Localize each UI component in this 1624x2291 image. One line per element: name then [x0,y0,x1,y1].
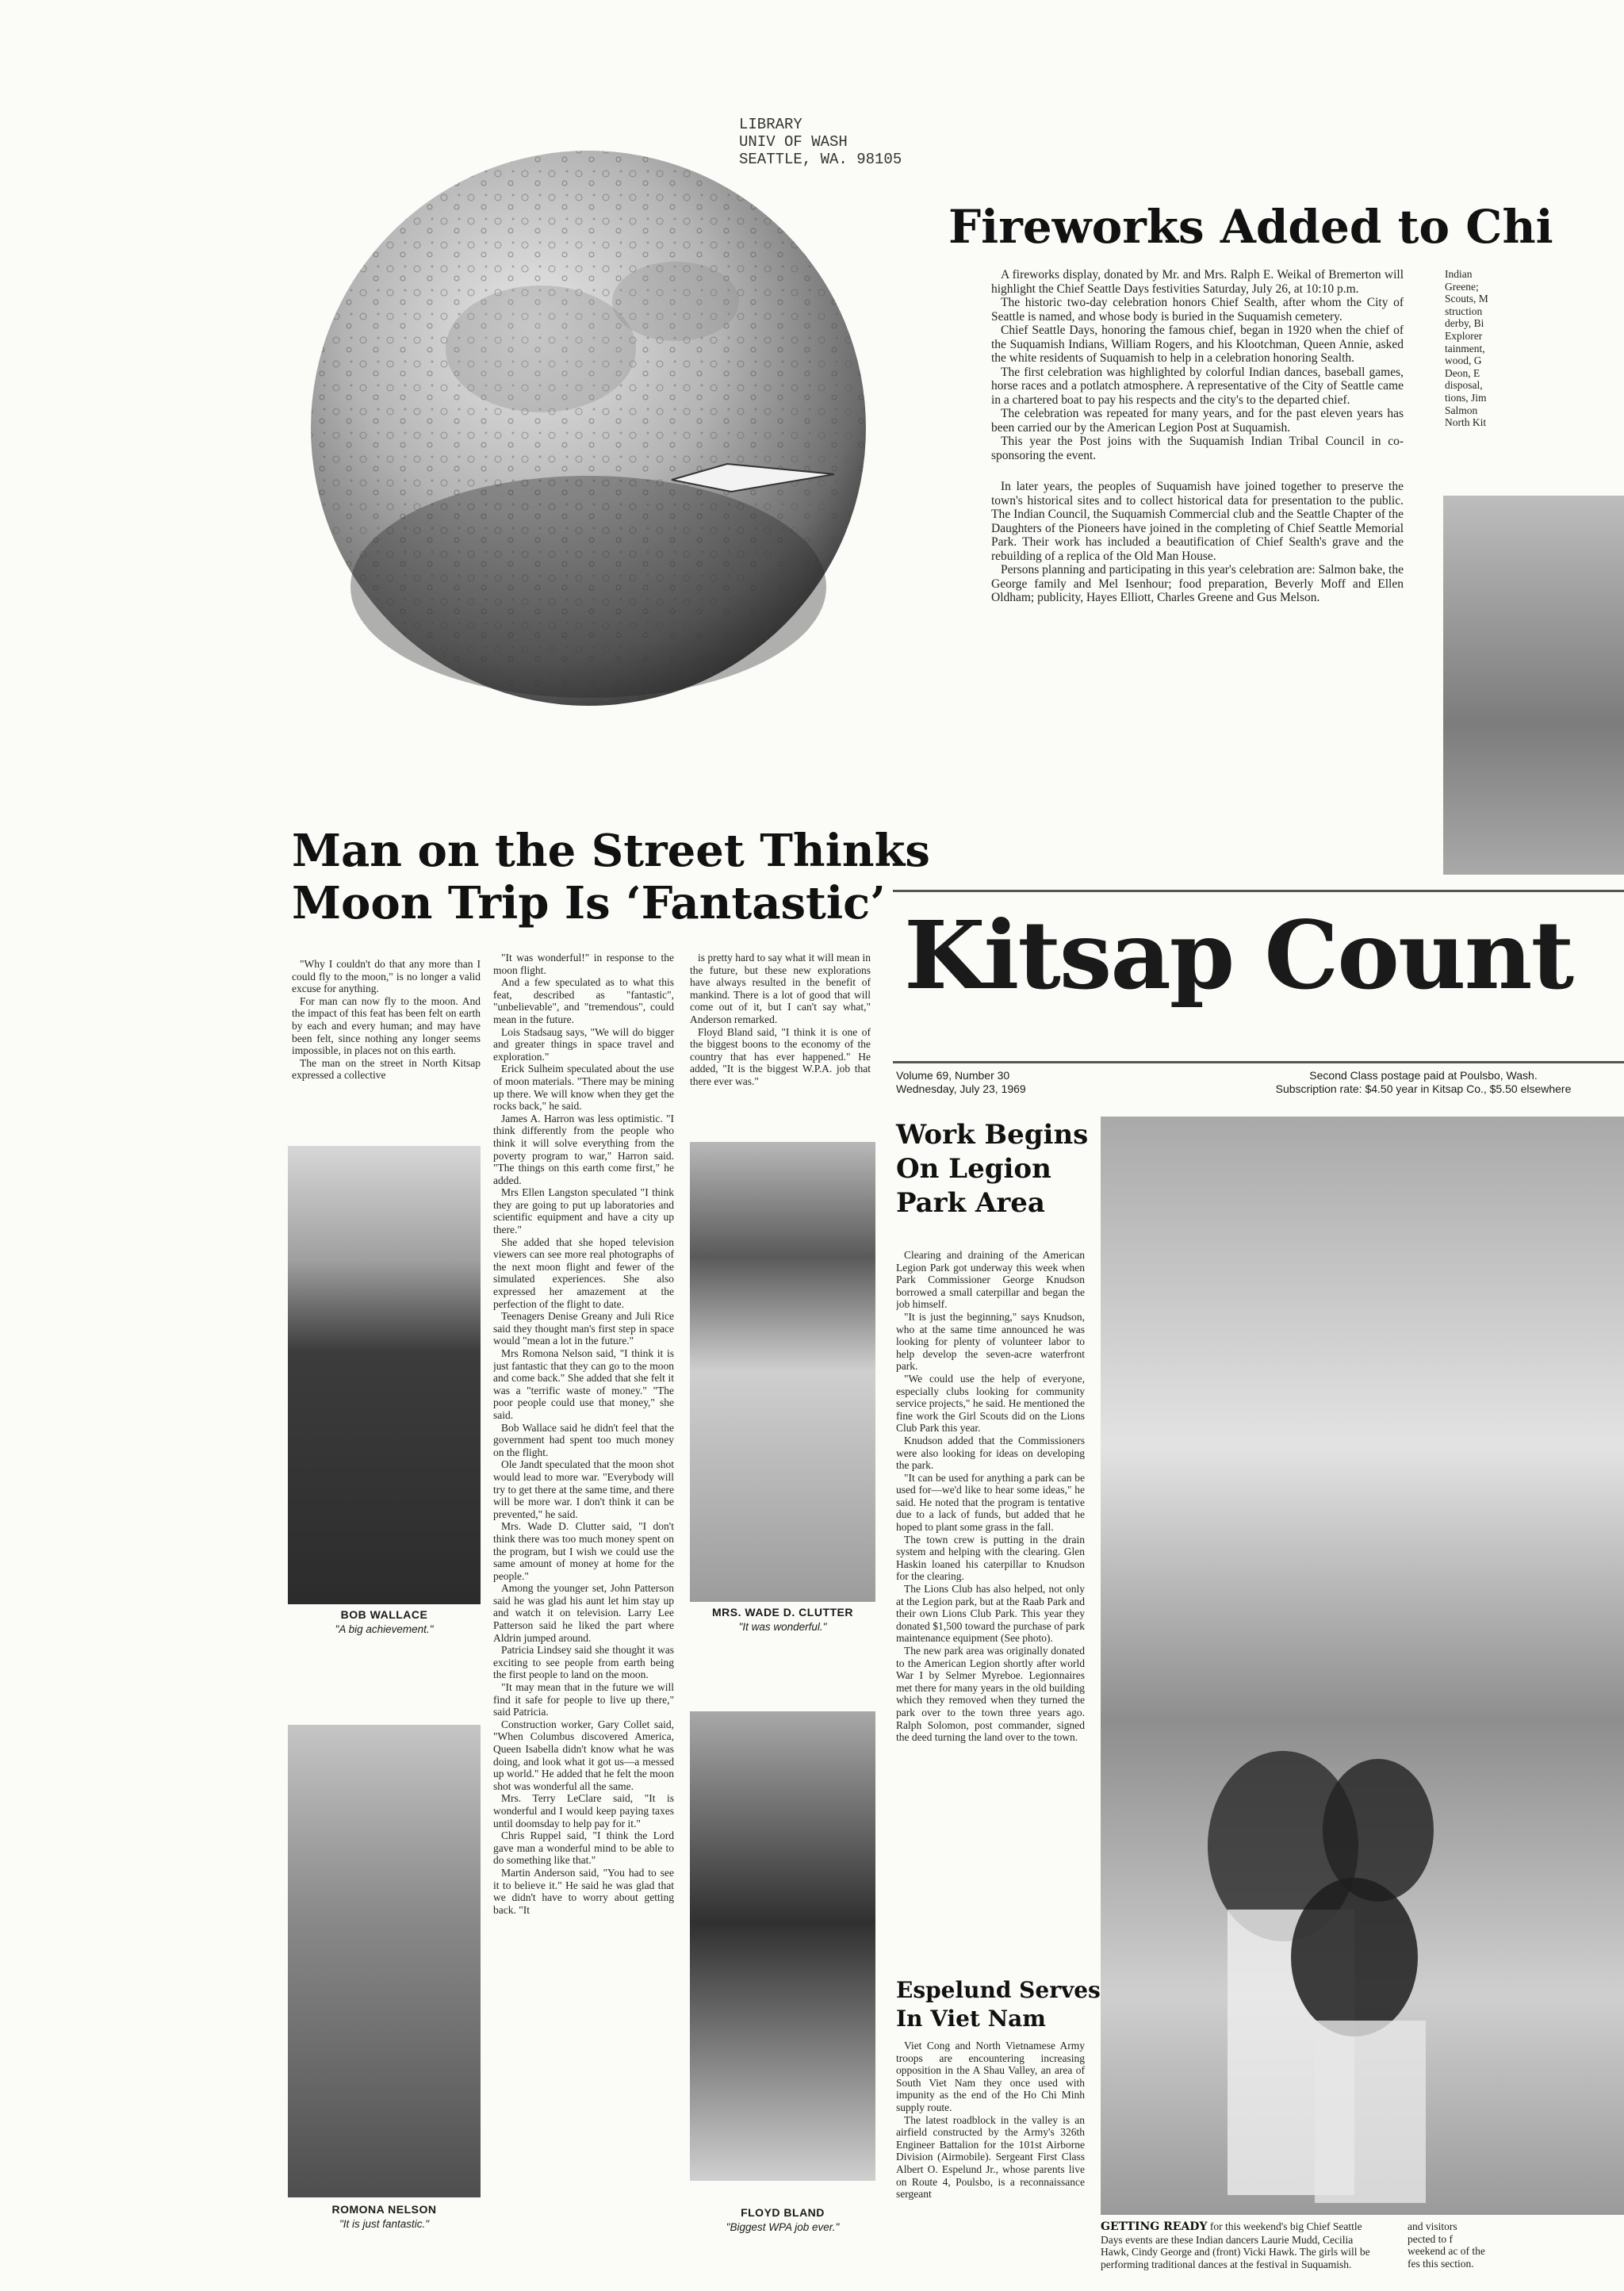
moon-col3-para: is pretty hard to say what it will mean in the future, but these new explorations have always resulted in the benefit of mankind. There is a lot of good that will come out of it, but I can't say what," Anderson remarked. [690,952,871,1025]
fireworks-para: This year the Post joins with the Suquamish Indian Tribal Council in co-sponsoring the event. [991,435,1404,462]
bob-wallace-caption-name: BOB WALLACE [340,1608,428,1621]
fragment: Explorer [1445,329,1483,342]
masthead-volume: Volume 69, Number 30 [896,1069,1010,1082]
moon-col2-para: Chris Ruppel said, "I think the Lord gave man a wonderful mind to be able to do something like that." [493,1829,674,1867]
moon-col2-para: "It was wonderful!" in response to the moon flight. [493,952,674,976]
moon-col1-para: For man can now fly to the moon. And the impact of this feat has been felt on earth by each and every human; and may have been felt, since nothing any longer seems impossible, in places not on this earth. [292,994,481,1057]
moon-trip-headline-line1: Man on the Street Thinks [292,825,930,877]
fireworks-side-fragments [1445,268,1624,474]
getting-ready-lead: GETTING READY [1101,2220,1208,2233]
masthead-postage: Second Class postage paid at Poulsbo, Wash. [1309,1069,1538,1082]
fireworks-para: In later years, the peoples of Suquamish have joined together to preserve the town's historical sites and to collect historical data for presentation to the public. The Indian Council, the Suquamish Commercial club and the Seattle Chapter of the Daughters of the Pioneers have joined in the completing of Chief Seattle Memorial Park. Their work has included a beautification of Chief Sealth's grave and the rebuilding of a replica of the Old Man House. [991,480,1404,563]
fragment: Scouts, M [1445,293,1488,305]
romona-nelson-caption-name: ROMONA NELSON [331,2203,437,2216]
moon-col2-para: Erick Sulheim speculated about the use of moon materials. "There may be mining up there. We will know when they get the rocks back," he said. [493,1063,674,1113]
moon-col1-para: "Why I couldn't do that any more than I could fly to the moon," is no longer a valid excuse for anything. [292,958,481,995]
legion-para: The Lions Club has also helped, not only at the Legion park, but at the Raab Park and their own Lions Club Park. This year they donated $1,500 toward the purchase of park maintenance equipment (See photo). [896,1583,1085,1645]
moon-trip-col1 [292,958,481,1142]
legion-headline [896,1118,1088,1220]
masthead-bottom-rule [893,1061,1624,1063]
stamp-line-2: UNIV OF WASH [739,133,848,151]
legion-para: Knudson added that the Commissioners were also looking for ideas on developing the park. [896,1434,1085,1472]
moon-col2-para: Bob Wallace said he didn't feel that the government had spent too much money on the flight. [493,1421,674,1458]
legion-headline-line3: Park Area [896,1187,1045,1219]
fragment: wood, G [1445,354,1482,367]
moon-col2-para: Mrs Ellen Langston speculated "I think they are going to put up laboratories and scientific equipment and have a city up there." [493,1186,674,1236]
moon-col2-para: Among the younger set, John Patterson said he was glad his aunt let him stay up and watch it on television. Larry Lee Patterson said he liked the part where Aldrin jumped around. [493,1582,674,1644]
indian-dancers-photo [1101,1117,1624,2215]
moon-col2-para: Teenagers Denise Greany and Juli Rice said they thought man's first step in space would "mean a lot in the future." [493,1310,674,1347]
legion-headline-line2: On Legion [896,1153,1051,1185]
mrs-clutter-photo [690,1142,875,1602]
fragment: derby, Bi [1445,317,1484,330]
moon-col2-para: James A. Harron was less optimistic. "I think differently from the people who think it will solve everything from the poverty program to war," Harron said. "The things on this earth come first," he added. [493,1112,674,1186]
legion-body [896,1249,1085,1967]
moon-trip-headline-line2: Moon Trip Is ‘Fantastic’ [292,877,886,929]
moon-col2-para: "It may mean that in the future we will find it safe for people to live up there," said Patricia. [493,1681,674,1718]
moon-col2-para: Lois Stadsaug says, "We will do bigger and greater things in space travel and exploration." [493,1025,674,1063]
espelund-headline-line1: Espelund Serves [896,1977,1101,2003]
espelund-headline [896,1976,1101,2033]
moon-col2-para: Patricia Lindsey said she thought it was exciting to see people from earth being the first people to land on the moon. [493,1644,674,1681]
moon-col2-para: Construction worker, Gary Collet said, "When Columbus discovered America, Queen Isabella didn't know what he was doing, and look what it got us—a messed up world." He added that he felt the moon shot was wonderful all the same. [493,1718,674,1792]
floyd-bland-caption-name: FLOYD BLAND [741,2206,825,2219]
masthead-subscription: Subscription rate: $4.50 year in Kitsap Co., $5.50 elsewhere [1275,1082,1572,1095]
legion-para: Clearing and draining of the American Legion Park got underway this week when Park Commissioner George Knudson borrowed a small caterpillar and began the job himself. [896,1249,1085,1311]
getting-ready-text: for this weekend's big Chief Seattle Days events are these Indian dancers Laurie Mudd, Cecilia Hawk, Cindy George and (front) Vicki Hawk. The girls will be performing traditional dances at the festival in Suquamish. [1101,2220,1370,2270]
moon-col2-para: She added that she hoped television viewers can see more real photographs of the next moon flight and fewer of the simulated experiences. She also expressed her amazement at the perfection of the flight to date. [493,1236,674,1310]
espelund-para: Viet Cong and North Vietnamese Army troops are encountering increasing opposition in the A Shau Valley, an area of South Viet Nam they once used with impunity as the end of the Ho Chi Minh supply route. [896,2040,1085,2113]
legion-para: "We could use the help of everyone, especially clubs looking for community service projects," he said. He mentioned the fine work the Girl Scouts did on the Lions Club Park this year. [896,1372,1085,1435]
stamp-line-3: SEATTLE, WA. 98105 [739,151,902,168]
mrs-clutter-caption-quote: "It was wonderful." [738,1621,827,1633]
floyd-bland-caption-quote: "Biggest WPA job ever." [726,2221,840,2233]
moon-col2-para: And a few speculated as to what this feat, described as "fantastic", "unbelievable", and "tremendous", could mean in the future. [493,976,674,1025]
fragment: tainment, [1445,342,1485,354]
masthead-postage-block [1225,1069,1622,1096]
espelund-para: The latest roadblock in the valley is an airfield constructed by the Army's 326th Engineer Battalion for the 101st Airborne Division (Airmobile). Sergeant First Class Albert O. Espelund Jr., whose parents live on Route 4, Poulsbo, is a reconnaissance sergeant [896,2113,1085,2201]
fireworks-para: The celebration was repeated for many years, and for the past eleven years has been carried our by the American Legion Post at Suquamish. [991,407,1404,435]
masthead-volume-block [896,1069,1026,1096]
masthead-date: Wednesday, July 23, 1969 [896,1082,1026,1095]
romona-nelson-photo [288,1725,481,2197]
masthead-title: Kitsap Count [904,904,1573,1007]
moon-col1-para: The man on the street in North Kitsap expressed a collective [292,1056,481,1082]
floyd-bland-photo [690,1711,875,2181]
fragment: Greene; [1445,280,1479,293]
stamp-line-1: LIBRARY [739,116,802,133]
moon-trip-col2 [493,952,674,2240]
legion-para: The new park area was originally donated to the American Legion shortly after world War I by Selmer Myreboe. Legionnaires met there for many years in the old building which they removed when they turned the park over to the town three years ago. Ralph Solomon, post commander, signed the deed turning the land over to the town. [896,1645,1085,1744]
mrs-clutter-caption-name: MRS. WADE D. CLUTTER [712,1606,853,1619]
espelund-body [896,2040,1085,2254]
legion-para: "It is just the beginning," says Knudson, who at the same time announced he was looking for plenty of volunteer labor to help develop the seven-acre waterfront park. [896,1310,1085,1373]
fireworks-para: A fireworks display, donated by Mr. and Mrs. Ralph E. Weikal of Bremerton will highlight the Chief Seattle Days festivities Saturday, July 26, at 10:10 p.m. [991,268,1404,296]
moon-col2-para: Martin Anderson said, "You had to see it to believe it." He said he was glad that we didn't have to worry about getting back. "It [493,1866,674,1916]
fragment: disposal, [1445,379,1483,392]
bob-wallace-caption-quote: "A big achievement." [335,1623,434,1635]
moon-trip-headline [292,825,930,929]
legion-headline-line1: Work Begins [896,1119,1089,1151]
getting-ready-side: and visitors pected to f weekend ac of the fes this section. [1408,2220,1485,2270]
fireworks-para: Persons planning and participating in this year's celebration are: Salmon bake, the George family and Mel Isenhour; food preparation, Beverly Moff and Ellen Oldham; publicity, Hayes Elliott, Charles Greene and Gus Melson. [991,563,1404,604]
bob-wallace-photo [288,1146,481,1604]
legion-para: "It can be used for anything a park can be used for—we'd like to hear some ideas," he said. He noted that the program is tentative due to a lack of funds, but added that he hoped to plant some grass in the fall. [896,1471,1085,1534]
legion-para: The town crew is putting in the drain system and helping with the clearing. Glen Haskin loaned his caterpillar to Knudson for the clearing. [896,1533,1085,1583]
fireworks-para: Chief Seattle Days, honoring the famous chief, began in 1920 when the chief of the Suquamish Indians, William Rogers, and his Klootchman, Queen Annie, asked the white residents of Suquamish to help in a celebration honoring Sealth. [991,324,1404,365]
espelund-headline-line2: In Viet Nam [896,2006,1046,2032]
fragment: Indian [1445,268,1473,280]
moon-col2-para: Mrs Romona Nelson said, "I think it is just fantastic that they can go to the moon and come back." She added that she felt it was a "terrific waste of money." "The poor people could use that money," she said. [493,1347,674,1421]
chief-seattle-photo [1443,496,1624,875]
moon-trip-col3 [690,952,871,1118]
moon-photo [303,143,874,714]
fireworks-para: The first celebration was highlighted by colorful Indian dances, baseball games, horse races and a potlatch atmosphere. A representative of the City of Seattle came in a chartered boat to pay his respects and the city's to the departed chief. [991,365,1404,407]
moon-col2-para: Mrs. Terry LeClare said, "It is wonderful and I would keep paying taxes until doomsday to help pay for it." [493,1792,674,1829]
fragment: struction [1445,305,1483,317]
fireworks-headline: Fireworks Added to Chi [948,200,1553,254]
moon-col2-para: Mrs. Wade D. Clutter said, "I don't think there was too much money spent on the program, but I wish we could use the same amount of money at home for the people." [493,1520,674,1582]
fireworks-body [991,268,1404,868]
fragment: Salmon [1445,404,1478,416]
getting-ready-caption [1101,2220,1383,2288]
fireworks-para: The historic two-day celebration honors Chief Sealth, after whom the City of Seattle is named, and whose body is buried in the Suquamish cemetery. [991,296,1404,324]
fragment: Deon, E [1445,366,1480,379]
fragment: North Kit [1445,416,1487,429]
masthead-top-rule [893,890,1624,892]
moon-col3-para: Floyd Bland said, "I think it is one of the biggest boons to the economy of the country that has ever happened." He added, "It is the biggest W.P.A. job that there ever was." [690,1025,871,1087]
romona-nelson-caption-quote: "It is just fantastic." [339,2218,430,2230]
fragment: tions, Jim [1445,391,1487,404]
moon-col2-para: Ole Jandt speculated that the moon shot would lead to more war. "Everybody will try to get there at the same time, and there will be more war. I don't think it can be prevented," he said. [493,1458,674,1520]
